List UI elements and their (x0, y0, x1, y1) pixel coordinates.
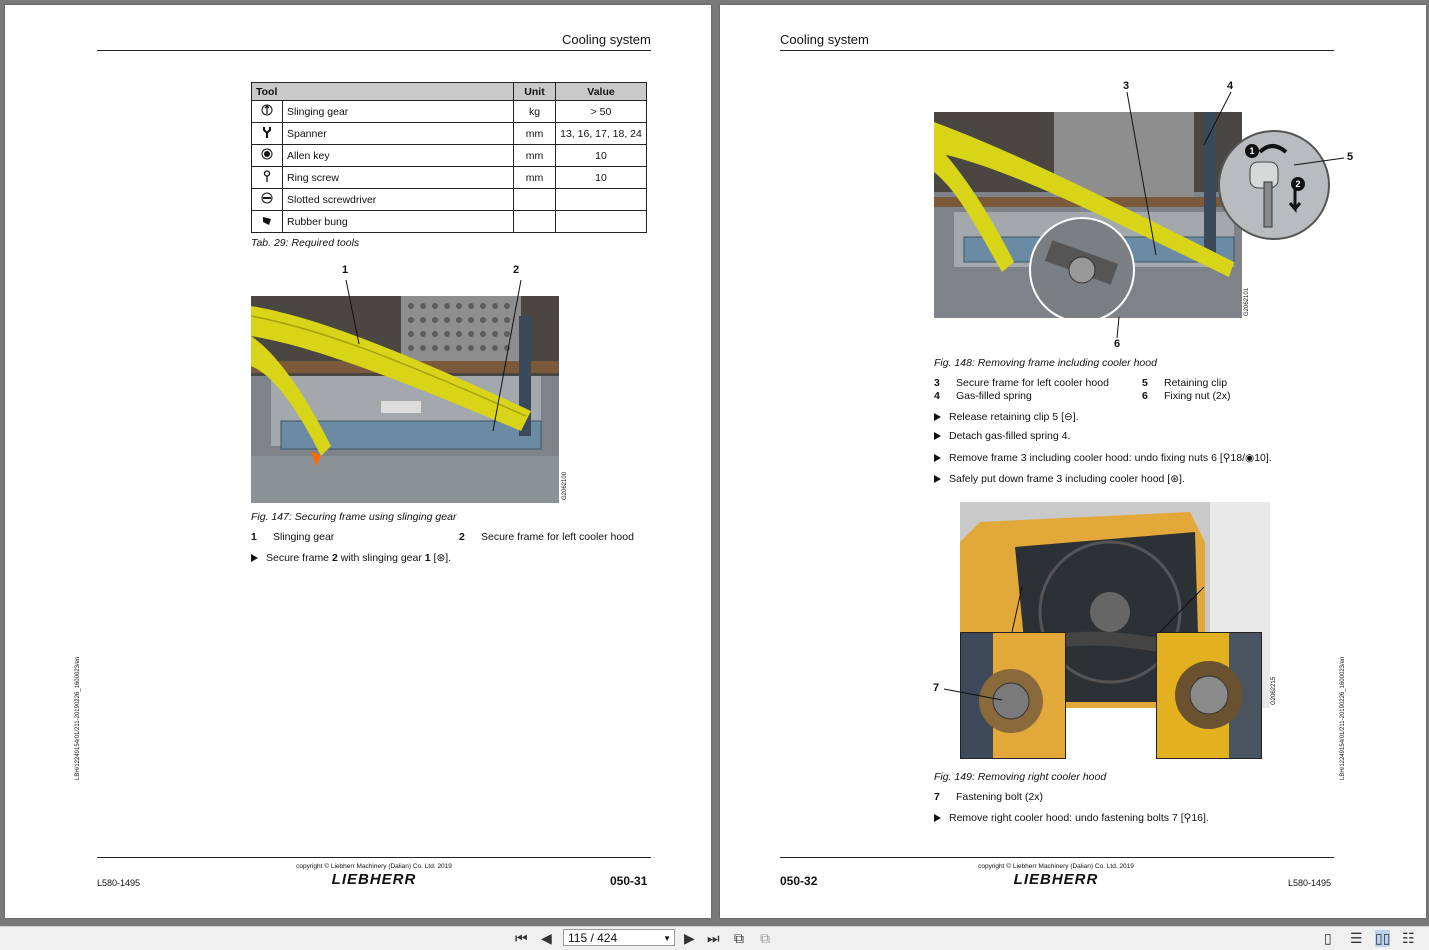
legend-item: 7 Fastening bolt (2x) (934, 791, 1043, 803)
tool-name: Rubber bung (283, 211, 514, 233)
chevron-down-icon[interactable]: ▼ (663, 934, 671, 943)
table-row (252, 101, 647, 123)
liebherr-logo: LIEBHERR (331, 871, 417, 888)
tool-name: Spanner (283, 123, 514, 145)
figure-caption: Fig. 149: Removing right cooler hood (934, 771, 1107, 783)
slinging-gear-icon (252, 101, 283, 123)
table-caption: Tab. 29: Required tools (251, 237, 360, 249)
rubber-bung-icon (252, 211, 283, 233)
table-row (252, 167, 647, 189)
table-row (252, 189, 647, 211)
tool-unit: mm (514, 145, 556, 167)
continuous-view-icon[interactable]: ☰ (1350, 930, 1363, 946)
spanner-icon (252, 123, 283, 145)
side-document-code: LBH/12249154/01/211-20190226_1600023/en (1340, 656, 1346, 780)
facing-view-icon[interactable]: ▯▯ (1375, 930, 1391, 946)
header-rule (97, 50, 651, 51)
legend-item: 4 Gas-filled spring (934, 390, 1032, 402)
figure-caption: Fig. 148: Removing frame including cooler hood (934, 357, 1157, 369)
tool-name: Slinging gear (283, 101, 514, 123)
col-tool: Tool (252, 83, 514, 101)
callout-3: 3 (1123, 80, 1130, 92)
instruction-step: Detach gas-filled spring 4. (934, 430, 1070, 442)
side-document-code: LBH/12249154/01/211-20190226_1600023/en (75, 656, 81, 780)
callout-leaders (251, 276, 561, 436)
slinging-gear-icon: ⊛ (436, 552, 446, 564)
table-header-row (252, 83, 647, 101)
legend-item: 2 Secure frame for left cooler hood (459, 531, 634, 543)
legend-item: 5 Retaining clip (1142, 377, 1228, 389)
continuous-facing-view-icon[interactable]: ☷ (1402, 930, 1415, 946)
previous-page-icon[interactable]: ◀ (541, 930, 552, 946)
tool-unit: mm (514, 167, 556, 189)
page-header: Cooling system (780, 32, 869, 47)
first-page-icon[interactable]: ⏮ (515, 930, 528, 946)
instruction-step: Remove frame 3 including cooler hood: undo fixing nuts 6 [⚲18/◉10]. (934, 452, 1272, 464)
legend-item: 3 Secure frame for left cooler hood (934, 377, 1109, 389)
callout-6: 6 (1114, 338, 1121, 350)
page-number: 050-31 (610, 874, 648, 888)
callout-7: 7 (933, 682, 940, 694)
page-number-input[interactable] (563, 929, 675, 946)
callout-1: 1 (342, 264, 349, 276)
single-page-view-icon[interactable]: ▯ (1324, 930, 1332, 946)
col-unit: Unit (514, 83, 556, 101)
table-row (252, 123, 647, 145)
legend-item: 6 Fixing nut (2x) (1142, 390, 1231, 402)
image-code: G2062101 (1244, 287, 1250, 316)
slotted-screwdriver-icon (252, 189, 283, 211)
inset-label-2: 2 (1291, 177, 1305, 191)
footer-rule (780, 857, 1334, 858)
callout-2: 2 (513, 264, 520, 276)
tool-value: 10 (556, 167, 647, 189)
go-forward-icon[interactable]: ⧉ (760, 930, 770, 946)
table-row (252, 145, 647, 167)
left-page (5, 5, 711, 918)
last-page-icon[interactable]: ⏭ (707, 930, 720, 946)
tool-value (556, 211, 647, 233)
tools-table (251, 82, 647, 233)
instruction-step: Release retaining clip 5 [⊖]. (934, 411, 1079, 423)
tool-name: Allen key (283, 145, 514, 167)
instruction-step: Secure frame 2 with slinging gear 1 [⊛]. (251, 552, 451, 564)
page-header: Cooling system (562, 32, 651, 47)
tool-unit: mm (514, 123, 556, 145)
ring-screw-icon (252, 167, 283, 189)
tool-value: 10 (556, 145, 647, 167)
go-back-icon[interactable]: ⧉ (734, 930, 744, 946)
tool-name: Slotted screwdriver (283, 189, 514, 211)
footer-rule (97, 857, 651, 858)
instruction-step: Safely put down frame 3 including cooler hood [⊛]. (934, 473, 1185, 485)
col-value: Value (556, 83, 647, 101)
viewer-toolbar (0, 926, 1429, 950)
callout-4: 4 (1227, 80, 1234, 92)
instruction-step: Remove right cooler hood: undo fastening bolts 7 [⚲16]. (934, 812, 1209, 824)
liebherr-logo: LIEBHERR (1013, 871, 1099, 888)
table-row (252, 211, 647, 233)
image-code: G2062100 (562, 471, 568, 500)
callout-5: 5 (1347, 151, 1354, 163)
tool-value (556, 189, 647, 211)
callout-leaders (934, 85, 1354, 345)
tool-value: > 50 (556, 101, 647, 123)
image-code: G2062215 (1271, 676, 1277, 705)
tool-value: 13, 16, 17, 18, 24 (556, 123, 647, 145)
model-number: L580-1495 (97, 878, 141, 888)
allen-key-icon (252, 145, 283, 167)
inset-label-1: 1 (1245, 144, 1259, 158)
model-number: L580-1495 (1288, 878, 1332, 888)
callout-leaders (932, 585, 1272, 725)
page-number: 050-32 (780, 874, 818, 888)
tool-name: Ring screw (283, 167, 514, 189)
tool-unit (514, 189, 556, 211)
right-page (720, 5, 1426, 918)
header-rule (780, 50, 1334, 51)
next-page-icon[interactable]: ▶ (684, 930, 695, 946)
copyright: copyright © Liebherr Machinery (Dalian) Co. Ltd. 2019 (978, 863, 1134, 870)
copyright: copyright © Liebherr Machinery (Dalian) Co. Ltd. 2019 (296, 863, 452, 870)
tool-unit: kg (514, 101, 556, 123)
legend-item: 1 Slinging gear (251, 531, 335, 543)
figure-caption: Fig. 147: Securing frame using slinging gear (251, 511, 457, 523)
tool-unit (514, 211, 556, 233)
page-indicator: 115 / 424 (568, 931, 618, 945)
